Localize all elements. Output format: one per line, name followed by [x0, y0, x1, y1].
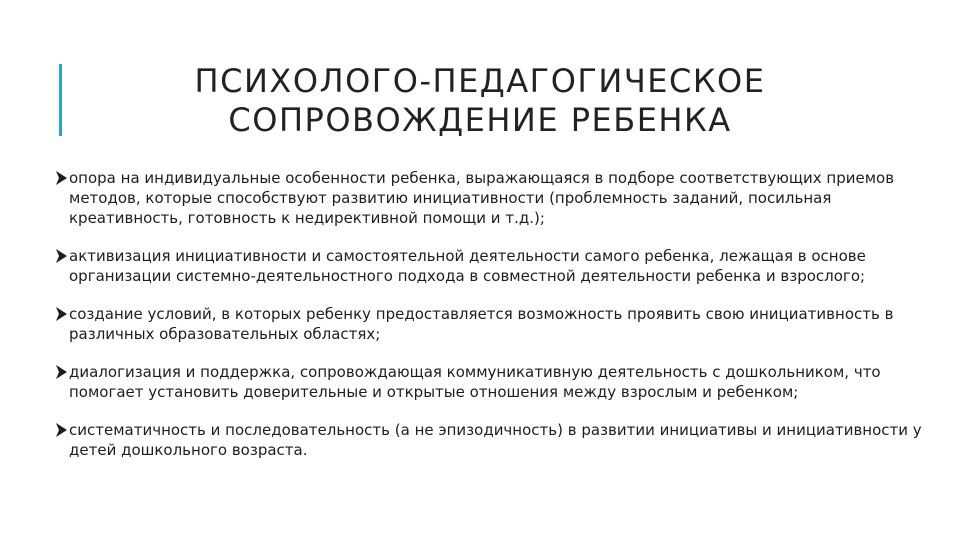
bullet-text: опора на индивидуальные особенности ребенка, выражающаяся в подборе соответствующих приемов методов, которые способствуют развитию инициативности (проблемность заданий, посильная креативность, готовность к недирективной помощи и т.д.);: [69, 169, 895, 227]
bullet-text: систематичность и последовательность (а не эпизодичность) в развитии инициативы и инициативности у детей дошкольного возраста.: [69, 421, 922, 459]
arrow-check-icon: [56, 168, 68, 188]
arrow-check-icon: [56, 362, 68, 382]
title-line-1: ПСИХОЛОГО-ПЕДАГОГИЧЕСКОЕ: [194, 62, 766, 100]
title-accent-bar: [59, 64, 62, 136]
bullet-text: создание условий, в которых ребенку предоставляется возможность проявить свою инициативность в различных образовательных областях;: [69, 305, 894, 343]
bullet-item: [58, 420, 928, 460]
bullet-item: [58, 246, 928, 286]
bullet-list: [58, 168, 928, 478]
arrow-check-icon: [56, 420, 68, 440]
arrow-check-icon: [56, 304, 68, 324]
slide-title: [80, 62, 880, 140]
bullet-text: активизация инициативности и самостоятельной деятельности самого ребенка, лежащая в основе организации системно-деятельностного подхода в совместной деятельности ребенка и взрослого;: [69, 247, 866, 285]
bullet-item: [58, 304, 928, 344]
arrow-check-icon: [56, 246, 68, 266]
bullet-item: [58, 362, 928, 402]
bullet-text: диалогизация и поддержка, сопровождающая коммуникативную деятельность с дошкольником, что помогает установить доверительные и открытые отношения между взрослым и ребенком;: [69, 363, 881, 401]
bullet-item: [58, 168, 928, 228]
title-line-2: СОПРОВОЖДЕНИЕ РЕБЕНКА: [228, 101, 732, 139]
